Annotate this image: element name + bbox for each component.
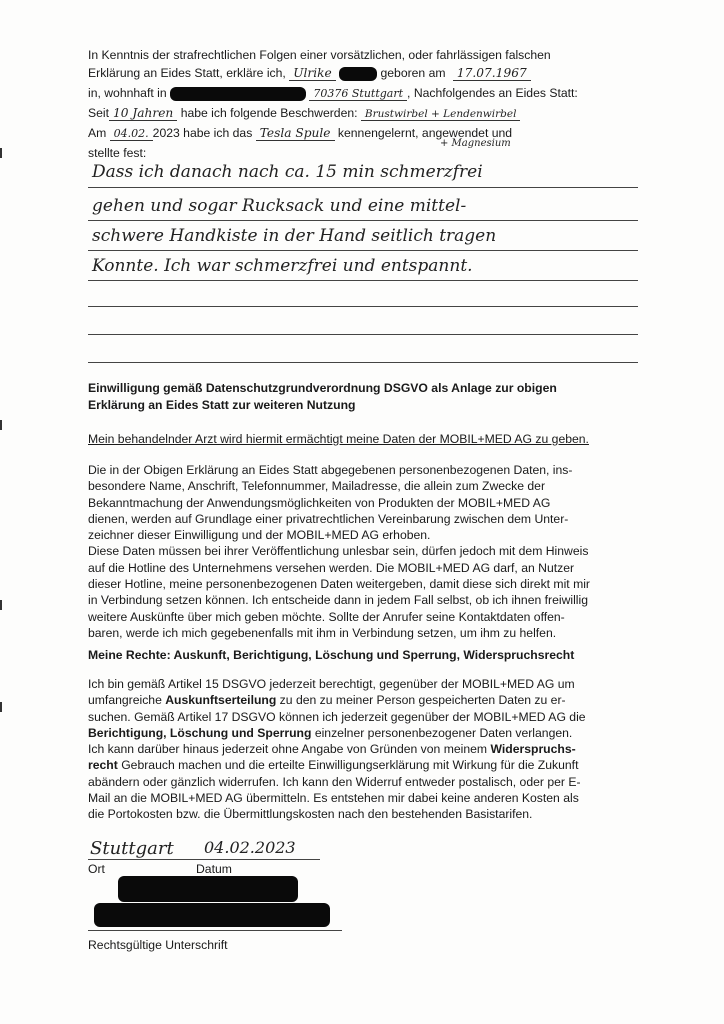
- writing-line: [88, 306, 638, 307]
- statement-line: gehen und sogar Rucksack und eine mittel-: [92, 196, 467, 216]
- consent-heading-2: Erklärung an Eides Statt zur weiteren Nutzung: [88, 398, 356, 412]
- consent-paragraph: Die in der Obigen Erklärung an Eides Statt abgegebenen personenbezogenen Daten, ins- besondere Name, Anschrift, Telefonnummer, Mailadresse, die allein zum Zwecke der Bekanntmachung der Anwendungsmöglichkeiten von Produkten der MOBIL+MED AG dienen, werden auf Grundlage einer privatrechtlichen Vereinbarung zwischen dem Unter- zeichner dieser Einwilligung und der MOBIL+MED AG erhoben. Diese Daten müssen bei ihrer Veröffentlichung unlesbar sein, dürfen jedoch mit dem Hinweis auf die Hotline des Unternehmens versehen werden. Die MOBIL+MED AG darf, an Nutzer dieser Hotline, meine personenbezogenen Daten weitergeben, damit diese sich direkt mit mir in Verbindung setzen können. Ich entscheide dann in jedem Fall selbst, ob ich ihnen freiwillig weitere Auskünfte über mich geben möchte. Sollte der Anrufer seine Kontaktdaten offen- baren, werde ich mich gegebenenfalls mit ihm in Verbindung setzen, um ihm zu helfen.: [88, 463, 590, 640]
- place-date-line: [88, 859, 320, 860]
- statement-line: schwere Handkiste in der Hand seitlich tragen: [92, 226, 497, 246]
- date-signature-handwritten: 04.02.2023: [204, 838, 296, 857]
- scan-mark: [0, 420, 2, 430]
- rights-heading: Meine Rechte: Auskunft, Berichtigung, Löschung und Sperrung, Widerspruchsrecht: [88, 648, 575, 662]
- dob-handwritten: 17.07.1967: [453, 66, 531, 81]
- name-handwritten: Ulrike: [289, 66, 336, 81]
- since-handwritten: 10 Jahren: [109, 106, 177, 121]
- rights-paragraph: Ich bin gemäß Artikel 15 DSGVO jederzeit berechtigt, gegenüber der MOBIL+MED AG um umfangreiche Auskunftserteilung zu den zu meiner Person gespeicherten Daten zu er- suchen. Gemäß Artikel 17 DSGVO können ich jederzeit gegenüber der MOBIL+MED AG die Berichtigung, Löschung und Sperrung einzelner personenbezogener Daten verlangen. Ich kann darüber hinaus jederzeit ohne Angabe von Gründen von meinem Widerspruchs- recht Gebrauch machen und die erteilte Einwilligungserklärung mit Wirkung für die Zukunft abändern oder gänzlich widerrufen. Ich kann den Widerruf entweder postalisch, oder per E- Mail an die MOBIL+MED AG übermitteln. Es entstehen mir dabei keine anderen Kosten als die Portokosten bzw. die Übermittlungskosten nach den bestehenden Basistarifen.: [88, 677, 586, 822]
- place-handwritten: Stuttgart: [90, 838, 174, 859]
- statement-line: Dass ich danach nach ca. 15 min schmerzfrei: [92, 162, 483, 182]
- redaction-block: [170, 87, 306, 101]
- place-label: Ort: [88, 862, 105, 876]
- statement-line: Konnte. Ich war schmerzfrei und entspannt.: [92, 256, 473, 276]
- date-label: Datum: [196, 862, 232, 876]
- writing-line: [88, 334, 638, 335]
- writing-line: [88, 280, 638, 281]
- redaction-block: [339, 67, 377, 81]
- product-handwritten: Tesla Spule: [256, 126, 335, 141]
- complaints-handwritten: Brustwirbel + Lendenwirbel: [361, 108, 521, 121]
- declaration-line-2: Erklärung an Eides Statt, erkläre ich, Ulrike geboren am 17.07.1967: [88, 66, 638, 81]
- declaration-line-5: Am 04.02. 2023 habe ich das Tesla Spule kennengelernt, angewendet und: [88, 126, 513, 140]
- writing-line: [88, 362, 638, 363]
- declaration-line-6: stellte fest:: [88, 146, 147, 160]
- declaration-line-3: in, wohnhaft in 70376 Stuttgart , Nachfolgendes an Eides Statt:: [88, 86, 578, 100]
- scan-mark: [0, 600, 2, 610]
- writing-line: [88, 220, 638, 221]
- writing-line: [88, 250, 638, 251]
- declaration-line-4: Seit 10 Jahren habe ich folgende Beschwerden: Brustwirbel + Lendenwirbel: [88, 106, 638, 120]
- declaration-line-1: In Kenntnis der strafrechtlichen Folgen einer vorsätzlichen, oder fahrlässigen falschen: [88, 48, 551, 62]
- consent-heading-1: Einwilligung gemäß Datenschutzgrundverordnung DSGVO als Anlage zur obigen: [88, 381, 557, 395]
- redaction-block: [94, 903, 330, 927]
- redaction-block: [118, 876, 298, 902]
- scan-mark: [0, 702, 2, 712]
- complaints-addendum: + Magnesium: [440, 138, 511, 149]
- city-handwritten: 70376 Stuttgart: [309, 87, 407, 101]
- scan-mark: [0, 148, 2, 158]
- signature-label: Rechtsgültige Unterschrift: [88, 938, 228, 952]
- writing-line: [88, 187, 638, 188]
- date-handwritten: 04.02.: [110, 127, 153, 141]
- signature-line: [88, 930, 342, 931]
- doctor-authorization: Mein behandelnder Arzt wird hiermit ermächtigt meine Daten der MOBIL+MED AG zu geben.: [88, 432, 589, 446]
